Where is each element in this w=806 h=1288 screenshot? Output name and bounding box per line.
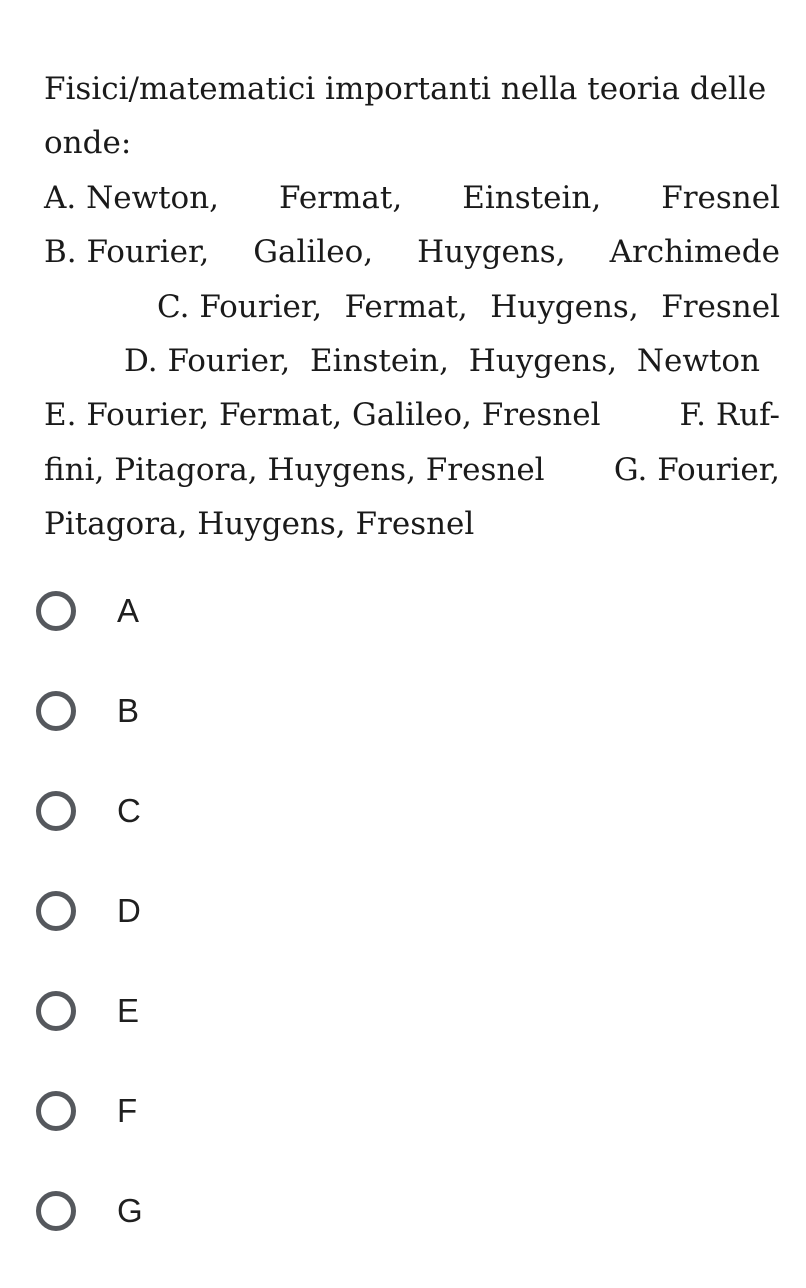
radio-button-a[interactable] [36, 591, 76, 631]
question-line-choice-a [44, 171, 780, 225]
question-line-choice-b [44, 225, 780, 279]
option-b[interactable] [36, 688, 776, 788]
question-segment: Fresnel [661, 288, 780, 325]
question-segment: Huygens, [417, 234, 566, 271]
option-c[interactable] [36, 788, 776, 888]
option-label-e: E [117, 992, 140, 1029]
question-segment: Newton [636, 342, 760, 379]
question-segment: F. Ruf- [679, 397, 780, 434]
option-d[interactable] [36, 888, 776, 988]
question-segment: Einstein, [462, 179, 602, 216]
question-line-choice-e-f [44, 388, 780, 442]
question-segment: Fisici/matematici importanti nella teoria delle [44, 71, 767, 107]
option-label-b: B [117, 692, 140, 729]
option-g[interactable] [36, 1188, 776, 1288]
answer-options [36, 588, 776, 1288]
option-label-g: G [117, 1192, 143, 1229]
radio-button-b[interactable] [36, 691, 76, 731]
radio-button-c[interactable] [36, 791, 76, 831]
question-segment: A. Newton, [44, 179, 220, 216]
option-a[interactable] [36, 588, 776, 688]
question-line [44, 62, 780, 116]
question-segment: Galileo, [253, 234, 374, 271]
question-text [44, 62, 780, 552]
question-line-choice-d [44, 334, 780, 388]
question-segment: Archimede [609, 234, 780, 271]
question-line [44, 116, 780, 170]
question-line-choice-g [44, 497, 780, 551]
question-segment: D. Fourier, [124, 342, 291, 379]
question-segment: G. Fourier, [613, 451, 780, 488]
question-segment: Huygens, [468, 342, 618, 379]
question-segment: C. Fourier, [157, 288, 323, 325]
question-line-choice-c [44, 280, 780, 334]
question-segment: Einstein, [310, 342, 449, 379]
option-label-f: F [117, 1092, 138, 1129]
option-label-d: D [117, 892, 141, 929]
question-segment: Fermat, [279, 179, 403, 216]
question-segment: Fermat, [344, 288, 468, 325]
question-segment: Huygens, [490, 288, 639, 325]
question-segment: Fresnel [661, 179, 780, 216]
option-label-c: C [117, 792, 141, 829]
radio-button-d[interactable] [36, 891, 76, 931]
radio-button-f[interactable] [36, 1091, 76, 1131]
radio-button-e[interactable] [36, 991, 76, 1031]
question-segment: Pitagora, Huygens, Fresnel [44, 506, 475, 543]
option-f[interactable] [36, 1088, 776, 1188]
question-segment: E. Fourier, Fermat, Galileo, Fresnel [44, 397, 601, 434]
radio-button-g[interactable] [36, 1191, 76, 1231]
option-e[interactable] [36, 988, 776, 1088]
question-line-choice-f-g [44, 443, 780, 497]
option-label-a: A [117, 592, 140, 629]
question-segment: B. Fourier, [44, 234, 210, 271]
question-segment: onde: [44, 125, 132, 162]
question-segment: fini, Pitagora, Huygens, Fresnel [44, 451, 545, 488]
